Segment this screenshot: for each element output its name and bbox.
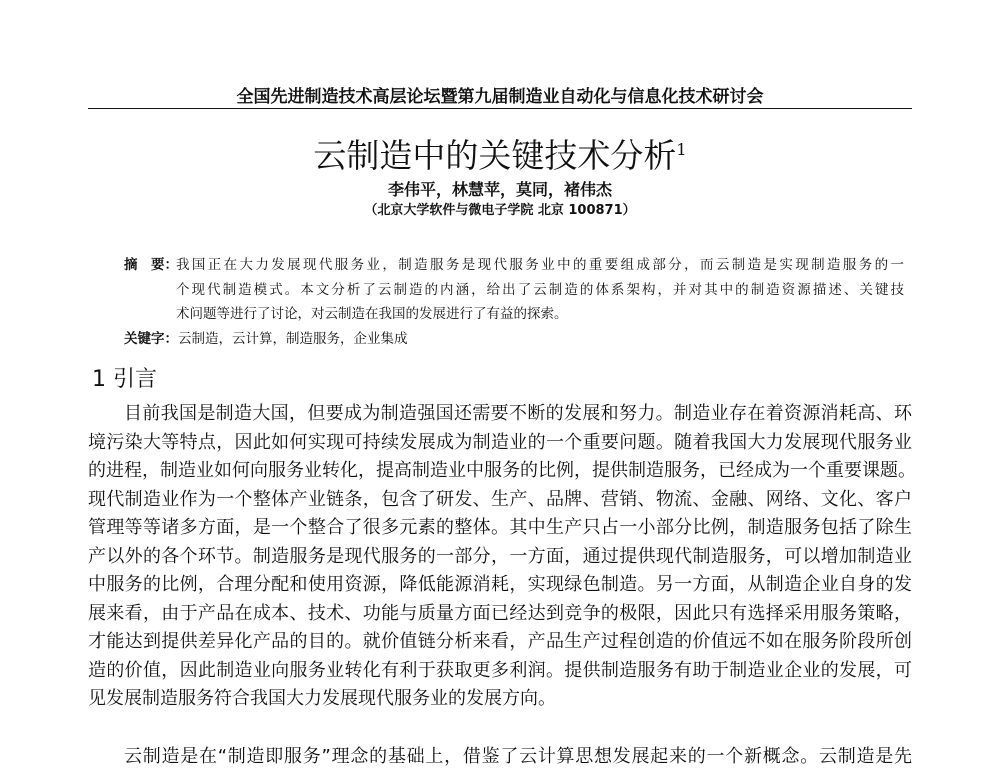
body-line: 的进程，制造业如何向服务业转化，提高制造业中服务的比例，提供制造服务，已经成为一个重要课题。 bbox=[88, 460, 916, 481]
body-line: 管理等等诸多方面，是一个整合了很多元素的整体。其中生产只占一小部分比例，制造服务包括了除生 bbox=[88, 517, 912, 538]
abstract-line: 术问题等进行了讨论，对云制造在我国的发展进行了有益的探索。 bbox=[176, 306, 568, 322]
body-line: 造的价值，因此制造业向服务业转化有利于获取更多利润。提供制造服务有助于制造业企业的发展，可 bbox=[88, 660, 912, 681]
abstract-line: 个现代制造模式。本文分析了云制造的内涵，给出了云制造的体系架构，并对其中的制造资源描述、关键技 bbox=[176, 282, 904, 298]
affiliation: （北京大学软件与微电子学院 北京 100871） bbox=[364, 203, 636, 218]
body-line: 才能达到提供差异化产品的目的。就价值链分析来看，产品生产过程创造的价值远不如在服务阶段所创 bbox=[88, 631, 912, 652]
body-line: 见发展制造服务符合我国大力发展现代服务业的发展方向。 bbox=[88, 688, 556, 709]
body-line: 展来看，由于产品在成本、技术、功能与质量方面已经达到竞争的极限，因此只有选择采用服务策略， bbox=[88, 603, 912, 624]
keywords bbox=[124, 327, 408, 347]
title-footnote: 1 bbox=[676, 140, 687, 159]
title-text: 云制造中的关键技术分析 bbox=[313, 136, 677, 175]
body-line: 现代制造业作为一个整体产业链条，包含了研发、生产、品牌、营销、物流、金融、网络、文化、客户 bbox=[88, 489, 912, 510]
body-line: 云制造是在“制造即服务”理念的基础上，借鉴了云计算思想发展起来的一个新概念。云制造是先 bbox=[124, 746, 912, 767]
body-line: 产以外的各个环节。制造服务是现代服务的一部分，一方面，通过提供现代制造服务，可以增加制造业 bbox=[88, 546, 912, 567]
header-rule bbox=[88, 108, 912, 109]
running-header: 全国先进制造技术高层论坛暨第九届制造业自动化与信息化技术研讨会 bbox=[236, 87, 764, 107]
paper-title bbox=[0, 130, 1000, 177]
authors: 李伟平，林慧苹，莫同，褚伟杰 bbox=[387, 180, 612, 199]
abstract-label: 摘 要： bbox=[124, 257, 178, 273]
body-line: 中服务的比例，合理分配和使用资源，降低能源消耗，实现绿色制造。另一方面，从制造企业自身的发 bbox=[88, 574, 912, 595]
section-heading: 1 引言 bbox=[92, 367, 157, 392]
body-line: 目前我国是制造大国，但要成为制造强国还需要不断的发展和努力。制造业存在着资源消耗高、环 bbox=[124, 403, 912, 424]
keywords-label: 关键字： bbox=[124, 331, 178, 347]
body-line: 境污染大等特点，因此如何实现可持续发展成为制造业的一个重要问题。随着我国大力发展现代服务业 bbox=[88, 432, 912, 453]
keywords-text: 云制造，云计算，制造服务，企业集成 bbox=[178, 331, 408, 347]
abstract-line: 我国正在大力发展现代服务业，制造服务是现代服务业中的重要组成部分，而云制造是实现制造服务的一 bbox=[176, 257, 904, 273]
